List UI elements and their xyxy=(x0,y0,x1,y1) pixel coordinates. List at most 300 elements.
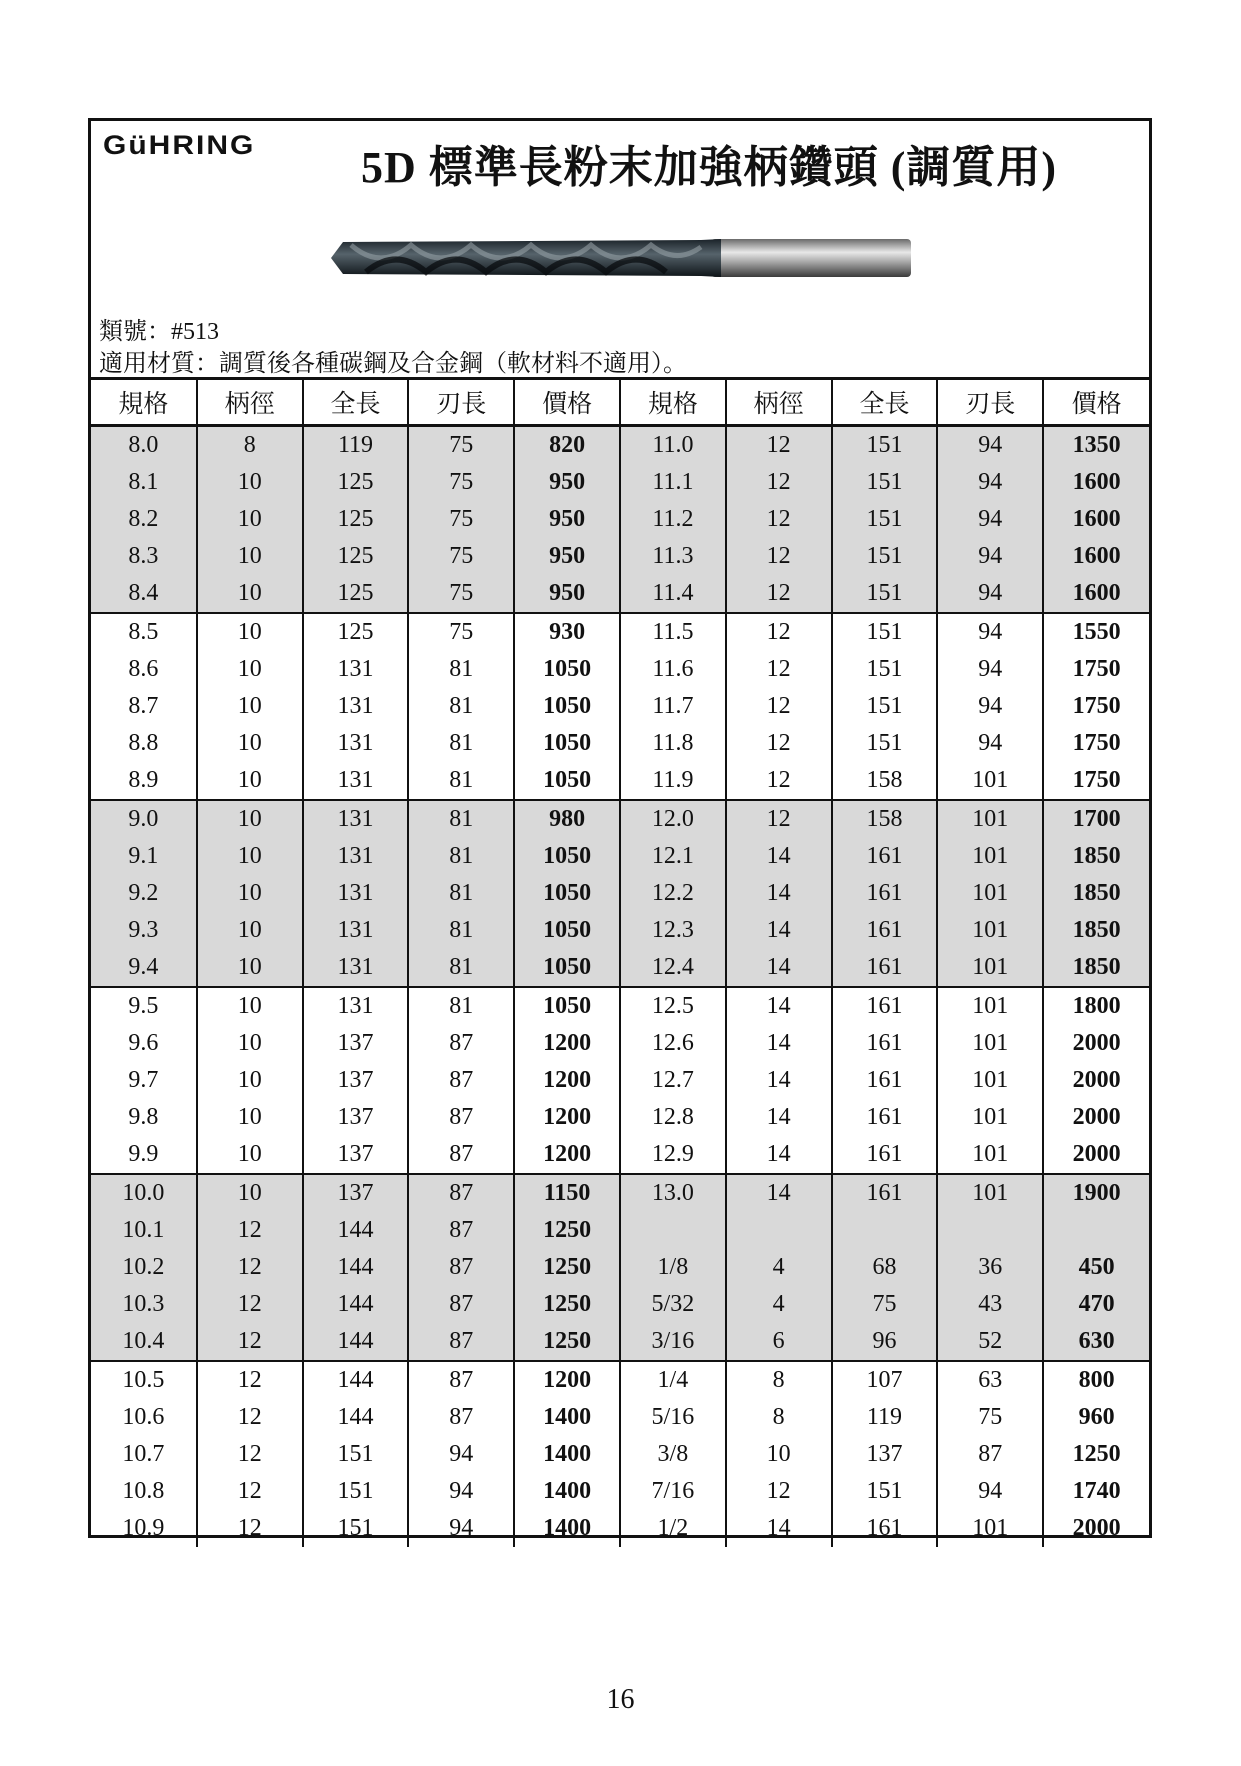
table-cell: 10.2 xyxy=(91,1249,197,1286)
table-cell: 81 xyxy=(408,651,514,688)
table-cell: 630 xyxy=(1043,1323,1149,1361)
table-cell: 2000 xyxy=(1043,1510,1149,1547)
table-cell: 1050 xyxy=(514,987,620,1025)
table-cell: 75 xyxy=(408,538,514,575)
table-cell: 94 xyxy=(408,1436,514,1473)
table-cell: 151 xyxy=(832,538,938,575)
table-row xyxy=(91,575,1149,613)
table-cell: 101 xyxy=(937,762,1043,800)
table-cell: 131 xyxy=(303,912,409,949)
table-cell: 12 xyxy=(726,725,832,762)
table-cell: 14 xyxy=(726,1510,832,1547)
table-cell: 4 xyxy=(726,1249,832,1286)
table-cell: 52 xyxy=(937,1323,1043,1361)
table-cell: 125 xyxy=(303,464,409,501)
table-cell: 1/4 xyxy=(620,1361,726,1399)
table-cell: 10 xyxy=(197,875,303,912)
table-row xyxy=(91,762,1149,800)
table-cell: 980 xyxy=(514,800,620,838)
table-cell: 10.1 xyxy=(91,1212,197,1249)
table-cell: 131 xyxy=(303,688,409,725)
table-cell: 125 xyxy=(303,575,409,613)
table-cell: 144 xyxy=(303,1249,409,1286)
table-cell: 144 xyxy=(303,1361,409,1399)
table-cell: 1400 xyxy=(514,1399,620,1436)
table-row xyxy=(91,464,1149,501)
table-cell: 12 xyxy=(726,762,832,800)
table-cell: 81 xyxy=(408,912,514,949)
table-cell: 151 xyxy=(832,725,938,762)
table-cell: 8.7 xyxy=(128,693,159,719)
table-cell: 12.9 xyxy=(620,1136,726,1174)
page-number: 16 xyxy=(606,1684,635,1715)
table-cell: 1750 xyxy=(1043,725,1149,762)
table-row xyxy=(91,1062,1149,1099)
table-cell: 75 xyxy=(408,464,514,501)
col-price-2: 價格 xyxy=(1043,380,1149,426)
table-cell: 94 xyxy=(937,464,1043,501)
table-cell: 94 xyxy=(937,575,1043,613)
table-cell: 1750 xyxy=(1043,762,1149,800)
table-cell: 87 xyxy=(408,1361,514,1399)
table-cell: 12 xyxy=(726,464,832,501)
table-cell: 3/16 xyxy=(620,1323,726,1361)
table-cell: 12.0 xyxy=(620,800,726,838)
table-cell: 9.6 xyxy=(128,1030,159,1056)
table-cell: 1200 xyxy=(514,1062,620,1099)
table-cell: 101 xyxy=(937,949,1043,987)
table-cell: 151 xyxy=(832,688,938,725)
price-table-frame xyxy=(88,118,1152,1541)
table-cell: 158 xyxy=(832,762,938,800)
table-cell: 94 xyxy=(937,426,1043,465)
table-cell: 101 xyxy=(937,1062,1043,1099)
table-cell: 87 xyxy=(937,1436,1043,1473)
table-cell: 12 xyxy=(197,1286,303,1323)
table-cell: 12 xyxy=(726,613,832,651)
table-cell: 94 xyxy=(937,651,1043,688)
table-cell: 10.5 xyxy=(122,1367,165,1393)
table-cell: 87 xyxy=(408,1249,514,1286)
table-cell: 81 xyxy=(408,838,514,875)
table-row xyxy=(91,1286,1149,1323)
table-row xyxy=(91,501,1149,538)
table-cell: 10 xyxy=(197,949,303,987)
table-row xyxy=(91,875,1149,912)
table-cell: 75 xyxy=(408,575,514,613)
table-cell: 161 xyxy=(832,1062,938,1099)
table-row xyxy=(91,426,1149,465)
table-cell: 9.1 xyxy=(91,838,197,875)
table-cell: 94 xyxy=(937,1473,1043,1510)
table-cell: 14 xyxy=(726,1062,832,1099)
table-cell: 131 xyxy=(303,875,409,912)
table-cell: 1750 xyxy=(1043,651,1149,688)
table-cell: 81 xyxy=(408,800,514,838)
price-table xyxy=(91,380,1149,1547)
table-row xyxy=(91,725,1149,762)
table-cell: 10 xyxy=(197,464,303,501)
table-cell: 75 xyxy=(408,426,514,465)
table-row xyxy=(91,987,1149,1025)
table-cell: 63 xyxy=(937,1361,1043,1399)
table-cell: 137 xyxy=(303,1174,409,1212)
table-cell: 137 xyxy=(303,1025,409,1062)
table-row xyxy=(91,1473,1149,1510)
col-flute-length: 刃長 xyxy=(408,380,514,426)
table-cell: 1750 xyxy=(1043,688,1149,725)
table-cell: 950 xyxy=(514,501,620,538)
table-row xyxy=(91,1399,1149,1436)
table-cell: 87 xyxy=(408,1136,514,1174)
table-cell: 14 xyxy=(726,987,832,1025)
table-cell: 1050 xyxy=(514,651,620,688)
table-cell: 87 xyxy=(408,1174,514,1212)
table-cell: 10 xyxy=(197,613,303,651)
table-cell: 10 xyxy=(197,762,303,800)
table-cell: 3/8 xyxy=(620,1436,726,1473)
table-cell: 81 xyxy=(408,987,514,1025)
table-cell: 14 xyxy=(726,949,832,987)
table-cell: 12.4 xyxy=(620,949,726,987)
table-cell: 1050 xyxy=(514,875,620,912)
table-cell: 1900 xyxy=(1043,1174,1149,1212)
table-row xyxy=(91,1436,1149,1473)
table-cell: 107 xyxy=(832,1361,938,1399)
table-cell: 950 xyxy=(514,538,620,575)
table-cell: 101 xyxy=(937,838,1043,875)
table-cell: 960 xyxy=(1043,1399,1149,1436)
table-cell: 1150 xyxy=(514,1174,620,1212)
table-cell: 12.8 xyxy=(620,1099,726,1136)
table-cell: 81 xyxy=(408,762,514,800)
table-cell: 1850 xyxy=(1043,875,1149,912)
table-cell: 10 xyxy=(197,725,303,762)
table-cell: 9.0 xyxy=(91,800,197,838)
table-cell: 13.0 xyxy=(620,1174,726,1212)
table-cell: 75 xyxy=(408,501,514,538)
table-cell: 161 xyxy=(832,1174,938,1212)
table-cell: 1400 xyxy=(514,1436,620,1473)
table-cell: 94 xyxy=(937,725,1043,762)
table-cell: 9.8 xyxy=(128,1104,159,1130)
table-cell: 131 xyxy=(303,651,409,688)
table-cell: 94 xyxy=(408,1510,514,1547)
table-cell: 11.7 xyxy=(620,688,726,725)
table-cell: 9.5 xyxy=(128,993,159,1019)
table-cell: 10 xyxy=(197,575,303,613)
table-header-row xyxy=(91,380,1149,426)
table-row xyxy=(91,1136,1149,1174)
table-cell: 144 xyxy=(303,1323,409,1361)
table-cell: 87 xyxy=(408,1062,514,1099)
table-cell: 119 xyxy=(832,1399,938,1436)
table-row xyxy=(91,651,1149,688)
table-cell: 820 xyxy=(514,426,620,465)
table-cell: 1250 xyxy=(514,1286,620,1323)
table-cell: 1250 xyxy=(514,1323,620,1361)
table-cell: 10.3 xyxy=(91,1286,197,1323)
table-cell: 12.7 xyxy=(620,1062,726,1099)
table-cell: 10 xyxy=(197,912,303,949)
table-cell: 131 xyxy=(303,762,409,800)
table-row xyxy=(91,1361,1149,1399)
table-cell: 12.6 xyxy=(620,1025,726,1062)
table-cell: 14 xyxy=(726,1174,832,1212)
table-row xyxy=(91,1323,1149,1361)
table-cell: 161 xyxy=(832,1136,938,1174)
table-cell: 151 xyxy=(832,613,938,651)
table-cell: 144 xyxy=(303,1212,409,1249)
table-cell: 101 xyxy=(937,1136,1043,1174)
table-cell: 12 xyxy=(197,1436,303,1473)
table-cell: 11.2 xyxy=(620,501,726,538)
table-cell: 10 xyxy=(197,987,303,1025)
table-cell: 11.6 xyxy=(620,651,726,688)
table-cell: 9.9 xyxy=(91,1136,197,1174)
table-cell: 81 xyxy=(408,688,514,725)
col-price: 價格 xyxy=(514,380,620,426)
table-row xyxy=(91,1174,1149,1212)
table-cell: 12 xyxy=(726,501,832,538)
table-row xyxy=(91,688,1149,725)
table-cell: 10 xyxy=(197,1062,303,1099)
table-cell: 8.8 xyxy=(128,730,159,756)
table-cell: 5/16 xyxy=(620,1399,726,1436)
table-cell: 119 xyxy=(303,426,409,465)
table-cell: 125 xyxy=(303,501,409,538)
table-cell: 2000 xyxy=(1043,1025,1149,1062)
table-cell: 12 xyxy=(197,1361,303,1399)
table-cell: 2000 xyxy=(1043,1062,1149,1099)
table-cell: 11.1 xyxy=(620,464,726,501)
table-cell: 1/8 xyxy=(620,1249,726,1286)
table-cell: 137 xyxy=(303,1062,409,1099)
table-cell: 125 xyxy=(303,538,409,575)
table-cell: 1350 xyxy=(1043,426,1149,465)
table-cell: 2000 xyxy=(1043,1136,1149,1174)
table-cell: 137 xyxy=(303,1099,409,1136)
table-cell: 8.2 xyxy=(91,501,197,538)
table-cell: 75 xyxy=(832,1286,938,1323)
table-cell: 14 xyxy=(726,912,832,949)
applicable-material: 適用材質：調質後各種碳鋼及合金鋼（軟材料不適用）。 xyxy=(99,351,687,377)
table-cell: 14 xyxy=(726,838,832,875)
table-cell: 10 xyxy=(197,838,303,875)
table-cell: 12.5 xyxy=(620,987,726,1025)
table-cell: 43 xyxy=(937,1286,1043,1323)
table-cell: 8.6 xyxy=(128,656,159,682)
col-spec: 規格 xyxy=(91,380,197,426)
table-cell: 1600 xyxy=(1043,501,1149,538)
table-cell: 81 xyxy=(408,949,514,987)
table-cell: 950 xyxy=(514,464,620,501)
table-cell: 14 xyxy=(726,1099,832,1136)
table-cell: 12 xyxy=(726,426,832,465)
table-cell: 94 xyxy=(937,538,1043,575)
table-cell: 8 xyxy=(726,1361,832,1399)
table-cell xyxy=(832,1212,938,1249)
table-cell xyxy=(726,1212,832,1249)
table-cell: 1050 xyxy=(514,688,620,725)
table-cell: 12 xyxy=(726,800,832,838)
table-cell: 94 xyxy=(937,613,1043,651)
table-cell: 101 xyxy=(937,1025,1043,1062)
table-cell: 151 xyxy=(832,1473,938,1510)
table-cell: 101 xyxy=(937,1174,1043,1212)
table-cell: 7/16 xyxy=(620,1473,726,1510)
table-cell: 161 xyxy=(832,949,938,987)
table-cell: 1850 xyxy=(1043,912,1149,949)
table-cell: 12 xyxy=(726,651,832,688)
table-cell: 94 xyxy=(408,1473,514,1510)
table-cell: 12 xyxy=(197,1510,303,1547)
header xyxy=(91,121,1149,380)
table-cell: 151 xyxy=(832,651,938,688)
table-cell: 12 xyxy=(197,1473,303,1510)
col-shank-diameter: 柄徑 xyxy=(197,380,303,426)
table-cell: 12 xyxy=(197,1399,303,1436)
table-cell: 87 xyxy=(408,1399,514,1436)
table-cell: 81 xyxy=(408,725,514,762)
table-cell: 151 xyxy=(832,426,938,465)
table-cell: 1250 xyxy=(514,1212,620,1249)
table-cell: 94 xyxy=(937,688,1043,725)
table-cell: 144 xyxy=(303,1399,409,1436)
table-cell: 1550 xyxy=(1043,613,1149,651)
table-cell: 75 xyxy=(408,613,514,651)
table-cell: 950 xyxy=(514,575,620,613)
table-cell: 125 xyxy=(303,613,409,651)
table-cell: 94 xyxy=(937,501,1043,538)
brand-logo: GüHRING xyxy=(103,130,256,161)
table-cell: 96 xyxy=(832,1323,938,1361)
table-cell: 10 xyxy=(197,1174,303,1212)
table-cell: 8.4 xyxy=(91,575,197,613)
table-cell: 1400 xyxy=(514,1510,620,1547)
table-cell: 10 xyxy=(197,1099,303,1136)
table-cell: 11.5 xyxy=(620,613,726,651)
table-cell: 161 xyxy=(832,987,938,1025)
table-cell: 470 xyxy=(1043,1286,1149,1323)
table-cell: 137 xyxy=(303,1136,409,1174)
table-cell: 12.1 xyxy=(620,838,726,875)
table-cell: 12 xyxy=(197,1212,303,1249)
col-spec-2: 規格 xyxy=(620,380,726,426)
table-cell: 1200 xyxy=(514,1361,620,1399)
table-cell: 161 xyxy=(832,1510,938,1547)
col-overall-length-2: 全長 xyxy=(832,380,938,426)
table-cell: 1400 xyxy=(514,1473,620,1510)
table-cell: 10.8 xyxy=(122,1478,165,1504)
table-cell: 10.0 xyxy=(91,1174,197,1212)
table-cell: 101 xyxy=(937,1510,1043,1547)
table-cell: 1200 xyxy=(514,1136,620,1174)
table-cell: 8.9 xyxy=(91,762,197,800)
table-cell: 144 xyxy=(303,1286,409,1323)
table-cell: 75 xyxy=(937,1399,1043,1436)
table-cell: 8.0 xyxy=(91,426,197,465)
table-cell: 81 xyxy=(408,875,514,912)
table-cell xyxy=(937,1212,1043,1249)
table-cell: 1850 xyxy=(1043,838,1149,875)
table-cell: 8.5 xyxy=(128,619,159,645)
table-row xyxy=(91,838,1149,875)
table-cell: 10.9 xyxy=(122,1515,165,1541)
table-cell: 10 xyxy=(197,651,303,688)
table-cell: 1200 xyxy=(514,1099,620,1136)
table-cell: 10 xyxy=(197,688,303,725)
table-row xyxy=(91,949,1149,987)
table-cell xyxy=(1043,1212,1149,1249)
table-cell: 12 xyxy=(726,538,832,575)
table-row xyxy=(91,1099,1149,1136)
table-cell: 161 xyxy=(832,1099,938,1136)
table-cell: 1600 xyxy=(1043,538,1149,575)
table-row xyxy=(91,1212,1149,1249)
table-cell: 8 xyxy=(726,1399,832,1436)
table-cell: 5/32 xyxy=(620,1286,726,1323)
table-cell: 151 xyxy=(303,1473,409,1510)
table-cell: 131 xyxy=(303,987,409,1025)
table-cell: 151 xyxy=(303,1436,409,1473)
table-cell: 1/2 xyxy=(620,1510,726,1547)
table-row xyxy=(91,613,1149,651)
table-cell: 68 xyxy=(832,1249,938,1286)
table-cell: 151 xyxy=(832,464,938,501)
table-cell: 10 xyxy=(726,1436,832,1473)
table-cell: 11.3 xyxy=(620,538,726,575)
table-cell: 9.3 xyxy=(91,912,197,949)
table-cell: 131 xyxy=(303,838,409,875)
table-cell: 161 xyxy=(832,912,938,949)
type-number: 類號：#513 xyxy=(99,319,219,345)
table-cell: 12 xyxy=(726,688,832,725)
table-cell: 12 xyxy=(726,575,832,613)
table-cell: 12.3 xyxy=(620,912,726,949)
table-cell: 1050 xyxy=(514,762,620,800)
table-cell: 1740 xyxy=(1043,1473,1149,1510)
table-cell: 36 xyxy=(937,1249,1043,1286)
table-cell: 10.4 xyxy=(91,1323,197,1361)
table-cell: 9.7 xyxy=(128,1067,159,1093)
table-cell: 1200 xyxy=(514,1025,620,1062)
table-cell: 151 xyxy=(832,501,938,538)
table-cell: 151 xyxy=(832,575,938,613)
table-cell: 11.8 xyxy=(620,725,726,762)
table-cell xyxy=(620,1212,726,1249)
table-row xyxy=(91,800,1149,838)
table-cell: 1050 xyxy=(514,838,620,875)
col-overall-length: 全長 xyxy=(303,380,409,426)
table-cell: 101 xyxy=(937,800,1043,838)
table-cell: 1600 xyxy=(1043,464,1149,501)
table-cell: 158 xyxy=(832,800,938,838)
table-cell: 1050 xyxy=(514,912,620,949)
table-row xyxy=(91,1025,1149,1062)
table-cell: 9.2 xyxy=(91,875,197,912)
table-cell: 131 xyxy=(303,800,409,838)
table-cell: 10 xyxy=(197,501,303,538)
table-cell: 87 xyxy=(408,1099,514,1136)
table-cell: 87 xyxy=(408,1212,514,1249)
table-row xyxy=(91,1510,1149,1547)
table-cell: 10 xyxy=(197,1025,303,1062)
table-cell: 1700 xyxy=(1043,800,1149,838)
table-cell: 10.6 xyxy=(122,1404,165,1430)
table-cell: 450 xyxy=(1043,1249,1149,1286)
table-cell: 101 xyxy=(937,987,1043,1025)
